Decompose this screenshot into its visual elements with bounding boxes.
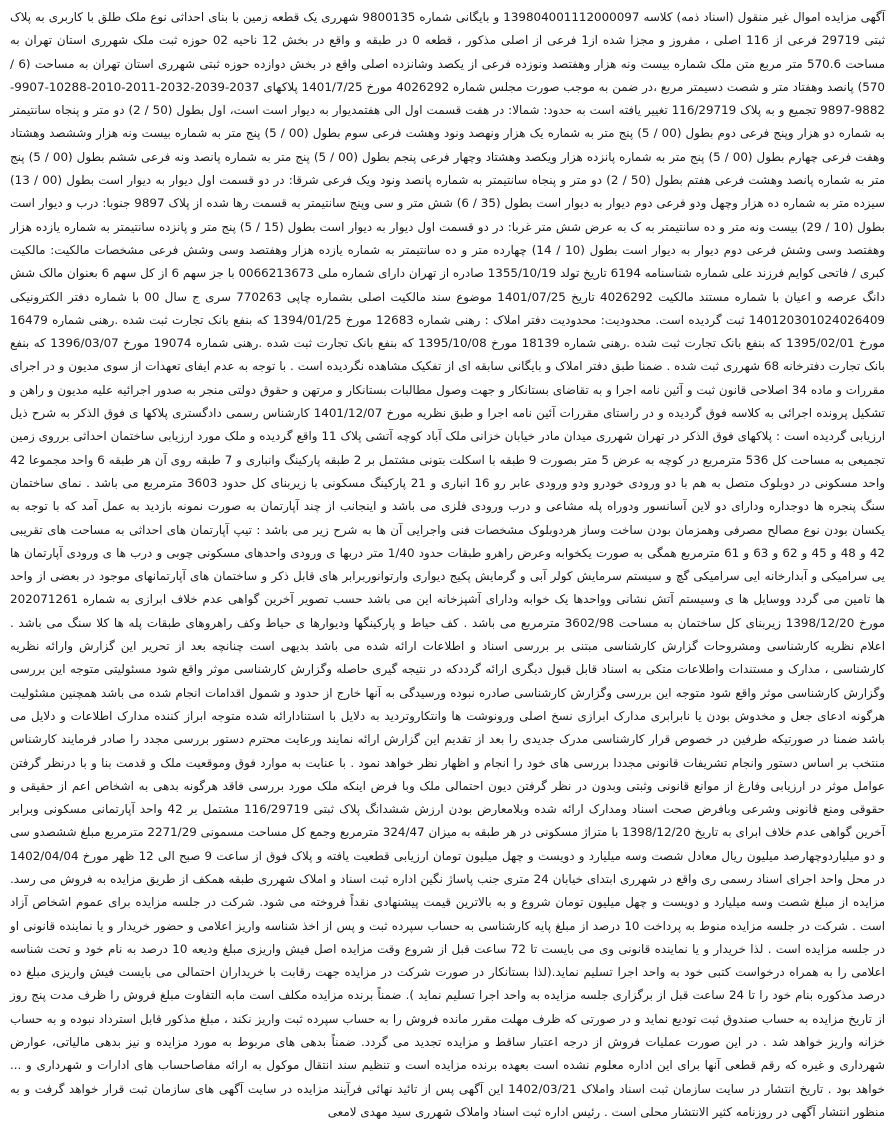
auction-notice-text: آگهی مزایده اموال غیر منقول (اسناد ذمه) کلاسه 139804001112000097 و بایگانی شماره 9800135 شهرری یک قطعه زمین با بنای احداثی نوع ملک طلق با کاربری به پلاک ثبتی 29719 فرعی از 116 اصلی ، مفروز و مجزا شده از1 فرعی از اصلی مذکور ، قطعه 0 در طبقه و واقع در بخش 12 ناحیه 02 حوزه ثبت ملک شهرری استان تهران به مساحت 570.6 متر مربع متن ملک شماره بیست ونه هزار وهفتصد ونوزده فرعی از یکصد وشانزده اصلی واقع در بخش دوازده حوزه ثبتی شهرری استان تهران به مساحت (6 / 570) پانصد وهفتاد متر و شصت دسیمتر مربع ،در ضمن به موجب صورت مجلس شماره 4026292 مورخ 1401/7/25 پلاکهای 2037-2039-2032-2011-2010-10288-9907-9882-9897 تجمیع و به پلاک 116/29719 تغییر یافته است به حدود: شمالا: در هفت قسمت اول الی هفتمدیوار به دیوار است است، اول بطول (50 / 2) دو متر و پنجاه سانتیمتر به شماره دو هزار وپنج فرعی دوم بطول (00 / 5) پنج متر به شماره یک هزار ونهصد ونود وهشت فرعی سوم بطول (00 / 5) پنج متر به شماره بیست ونه هزار وششصد وهشتاد وهفت فرعی چهارم بطول (00 / 5) پنج متر به شماره پانزده هزار ویکصد وهشتاد وچهار فرعی پنجم بطول (00 / 5) پنج متر به شماره پانصد ونه فرعی ششم بطول (00 / 5) پنج متر به شماره پانصد وهشت فرعی هفتم بطول (50 / 2) دو متر و پنجاه سانتیمتر به شماره پانصد ونود ویک فرعی شرقا: در دو قسمت اول دیوار به دیوار است بطول (00 / 13) سیزده متر به شماره ده هزار وچهل ودو فرعی دوم دیوار به دیوار است بطول (35 / 6) شش متر و سی وپنج سانتیمتر به قسمت رها شده از پلاک 9897 جنوبا: درب و دیوار است بطول (10 / 29) بیست ونه متر و ده سانتیمتر به ک به عرض شش متر غربا: در دو قسمت اول دیوار به دیوار است بطول (15 / 5) پنج متر و پانزده سانتیمتر به شماره یازده هزار وهفتصد وسی وشش فرعی دوم دیوار به دیوار است بطول (10 / 14) چهارده متر و ده سانتیمتر به شماره یازده هزار وهفتصد وسی وشش فرعی مشخصات مالکیت: مالکیت کبری / فاتحی کوایم فرزند علی شماره شناسنامه 6194 تاریخ تولد 1355/10/19 صادره از تهران دارای شماره ملی 0066213673 با جز سهم 6 از کل سهم 6 بعنوان مالک شش دانگ عرصه و اعیان با شماره مستند مالکیت 4026292 تاریخ 1401/07/25 موضوع سند مالکیت اصلی بشماره چاپی 770263 سری ج سال 00 با شماره دفتر الکترونیکی 140120301024026409 ثبت گردیده است. محدودیت: محدودیت دفتر املاک : رهنی شماره 12683 مورخ 1394/01/25 که بنفع بانک تجارت ثبت شده .رهنی شماره 16479 مورخ 1395/02/01 که بنفع بانک تجارت ثبت شده .رهنی شماره 18139 مورخ 1395/10/08 که بنفع بانک تجارت ثبت شده .رهنی شماره 19074 مورخ 1396/03/07 که بنفع بانک تجارت دفترخانه 68 شهرری ثبت شده . ضمنا طبق دفتر املاک و بایگانی سابقه ای از تفکیک مشاهده نگردیده است . با توجه به عدم ایفای تعهدات از سوی مدیون و در اجرای مقررات و ماده 34 اصلاحی قانون ثبت و آئین نامه اجرا و به تقاضای بستانکار و جهت وصول مطالبات بستانکار و مرتهن و حقوق دولتی منجر به صدور اجرائیه علیه مدیون و راهن و تشکیل پرونده اجرائی به کلاسه فوق گردیده و در راستای مقررات آئین نامه اجرا و طبق نظریه مورخ 1401/12/07 کارشناس رسمی دادگستری پلاکها ی فوق الذکر به شرح ذیل ارزیابی گردیده است : پلاکهای فوق الذکر در تهران شهرری میدان مادر خیابان خزانی ملک آباد کوچه آتشی پلاک 11 واقع گردیده و ملک مورد ارزیابی ساختمان احداثی برروی زمین تجمیعی به مساحت کل 536 مترمربع در کوچه به عرض 5 متر بصورت 9 طبقه با اسکلت بتونی مشتمل بر 2 طبقه پارکینگ وانباری و 7 طبقه روی آن هر طبقه 6 واحد مجموعا 42 واحد مسکونی در دوبلوک متصل به هم با دو ورودی خودرو ودو ورودی عابر رو 16 انباری و 21 پارکینگ مسکونی با زیربنای کل حدود 3603 مترمربع می باشد . نمای ساختمان سنگ پنجره ها دوجداره ودارای دو لاین آسانسور ودوراه پله مشاعی و درب ورودی فلزی می باشد و اینجانب از چند آپارتمان به صورت نمونه بازدید به عمل آمد که با توجه به یکسان بودن نوع مصالح مصرفی وهمزمان بودن ساخت وساز هردوبلوک مشخصات فنی واجرایی آن ها به شرح زیر می باشد : تیپ آپارتمان های احداثی به مساحت های تقریبی 42 و 48 و 45 و 62 و 63 و 61 مترمربع همگی به صورت یکخوابه وعرض راهرو طبقات حدود 1/40 متر دربها ی ورودی واحدهای مسکونی چوبی و درب ها ی ورودی آپارتمان ها یی سرامیکی و آبدارخانه ایی سرامیکی گچ و سیستم سرمایش کولر آبی و گرمایش پکیج دیواری وارتوانوربرابر های قابل ذکر و ساختمان های آپارتمانهای موجود در بعضی از واحد ها تامین می گردد ووسایل ها ی وسیستم آتش نشانی وواحدها یک خوابه ودارای آشپزخانه این می باشد حسب تصویر آخرین گواهی عدم خلاف ابرازی به شماره 202071261 مورخ 1398/12/20 زیربنای کل ساختمان به مساحت 3602/98 مترمربع می باشد . کف حیاط و پارکینگها ودیوارها ی حیاط وکف راهروهای طبقات پله ها کلا سنگ می باشد . اعلام نظریه کارشناسی ومشروحات گزارش کارشناسی مبتنی بر بررسی اسناد و اطلاعات ارائه شده می باشد بدیهی است چنانچه بعد از تحریر این گزارش وارائه نظریه کارشناسی ، مدارک و مستندات واطلاعات متکی به اسناد قابل قبول دیگری ارائه گرددکه در نتیجه گیری حاصله وگزارش کارشناسی موثر واقع شود مسئولیتی متوجه این بررسی وگزارش کارشناسی موثر واقع شود متوجه این بررسی وگزارش کارشناسی صادره نبوده ورسیدگی به آنها خارج از حدود و شمول اقدامات انجام شده می باشد همچنین مشئولیت هرگونه ادعای جعل و مخدوش بودن یا نابرابری مدارک ابرازی نسخ اصلی ورونوشت ها وانتکاروتردید به دلایل با استنادارائه شده متوجه ابراز کننده مدارک اطلاعات و دلایل می باشد ضمنا در صورتیکه طرفین در خصوص قرار کارشناسی مدرک جدیدی را بعد از تقدیم این گزارش ارائه نمایند ورعایت محترم دستور بررسی مجدد را صادر فرمایند کارشناس منتخب بر اساس دستور وانجام تشریفات قانونی مجددا بررسی های خود را انجام و اظهار نظر خواهد نمود . با عنایت به موارد فوق وموقعیت ملک و قدمت بنا و با درنظر گرفتن عوامل موثر در ارزیابی وفارغ از موانع قانونی وثبتی وبدون در نظر گرفتن دیون احتمالی ملک وبا فرض اینکه ملک مورد بررسی فاقد هرگونه بدهی به اشخاص اعم از حقیقی و حقوقی ومنع قانونی وشرعی وبافرض صحت اسناد ومدارک ارائه شده وبلامعارض بودن ارزش ششدانگ پلاک ثبتی 116/29719 مشتمل بر 42 واحد آپارتمانی مسکونی وبرابر آخرین گواهی عدم خلاف ابرای به تاریخ 1398/12/20 با متراژ مسکونی در هر طبقه به میزان 324/47 مترمربع وجمع کل مساحت مسمونی 2271/29 مترمربع مبلغ ششصدو سی و دو میلیاردوچهارصد میلیون ریال معادل شصت وسه میلیارد و دویست و چهل میلیون تومان ارزیابی قطعیت یافته و پلاک فوق از ساعت 9 صبح الی 12 ظهر مورخ 1402/04/04 در محل واحد اجرای اسناد رسمی ری واقع در شهرری ابتدای خیابان 24 متری جنب پاساژ نگین اداره ثبت اسناد و املاک شهرری طبقه همکف از طریق مزایده به فروش می رسد. مزایده از مبلغ شصت وسه میلیارد و دویست و چهل میلیون تومان شروع و به بالاترین قیمت پیشنهادی نقداً فروخته می شود. شرکت در جلسه مزایده برای عموم اشخاص آزاد است . شرکت در جلسه مزایده منوط به پرداخت 10 درصد از مبلغ پایه کارشناسی به حساب سپرده ثبت و پس از اخذ شناسه واریز اعلامی و حضور خریدار و یا نماینده قانونی او در جلسه مزایده است . لذا خریدار و یا نماینده قانونی وی می بایست تا 72 ساعت قبل از شروع وقت مزایده اصل فیش واریزی مبلغ ودیعه 10 درصد به نام خود و تحت شناسه اعلامی را به همراه درخواست کتبی خود به واحد اجرا تسلیم نماید.(لذا بستانکار در صورت شرکت در مزایده جهت رقابت با خریداران احتمالی می بایست فیش واریزی مبلغ ده درصد مذکوره بنام خود را تا 24 ساعت قبل از برگزاری جلسه مزایده به واحد اجرا تسلیم نماید ). ضمناً برنده مزایده مکلف است مابه التفاوت مبلغ فروش را ظرف مدت پنج روز از تاریخ مزایده به حساب صندوق ثبت تودیع نماید و در صورتی که ظرف مهلت مقرر مانده فروش را به حساب سپرده ثبت واریز نکند ، مبلغ مذکور قابل استرداد نبوده و به حساب خزانه واریز خواهد شد . در این صورت عملیات فروش از درجه اعتبار ساقط و مزایده تجدید می گردد. ضمناً بدهی های مربوط به مورد مزایده و نیز بدهی مالیاتی، عوارض شهرداری و غیره که رقم قطعی آنها برای این اداره معلوم نشده است بعهده برنده مزایده است و تنظیم سند انتقال موکول به ارائه مفاصاحساب های ادارات و شهرداری و ... خواهد بود . تاریخ انتشار در سایت سازمان ثبت اسناد واملاک 1402/03/21 این آگهی پس از تائید نهائی فرآیند مزایده در سایت آگهی های سازمان ثبت قرار خواهد گرفت و به منظور انتشار آگهی در روزنامه کثیر الانتشار محلی است . رئیس اداره ثبت اسناد واملاک شهرری سید مهدی لامعی [10, 10, 886, 1119]
